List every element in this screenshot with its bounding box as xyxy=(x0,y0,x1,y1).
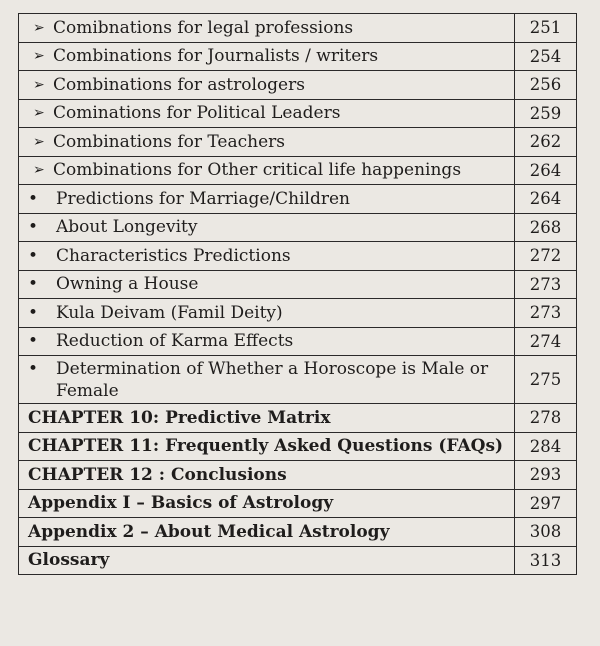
toc-row xyxy=(19,299,577,328)
bullet-icon: • xyxy=(28,217,39,238)
toc-row xyxy=(19,156,577,185)
bullet-icon: • xyxy=(28,331,39,352)
toc-entry xyxy=(19,185,515,214)
toc-title: Characteristics Predictions xyxy=(56,245,291,266)
toc-title: Appendix 2 – About Medical Astrology xyxy=(28,521,390,542)
toc-entry xyxy=(19,14,515,43)
toc-entry xyxy=(19,546,515,575)
toc-row xyxy=(19,356,577,404)
toc-page-number: 262 xyxy=(515,128,577,157)
toc-page-number: 278 xyxy=(515,404,577,433)
toc-entry xyxy=(19,128,515,157)
toc-title: Appendix I – Basics of Astrology xyxy=(28,493,334,514)
toc-title: Comibnations for legal professions xyxy=(53,17,354,38)
toc-page-number: 293 xyxy=(515,461,577,490)
toc-title: Combinations for Journalists / writers xyxy=(53,46,379,67)
toc-row xyxy=(19,489,577,518)
toc-row xyxy=(19,432,577,461)
toc-page-number: 251 xyxy=(515,14,577,43)
table-of-contents xyxy=(18,13,577,575)
toc-row xyxy=(19,42,577,71)
toc-page-number: 308 xyxy=(515,518,577,547)
toc-title: Predictions for Marriage/Children xyxy=(56,188,350,209)
toc-row xyxy=(19,128,577,157)
toc-title: Owning a House xyxy=(56,274,199,295)
toc-page-number: 254 xyxy=(515,42,577,71)
bullet-icon: • xyxy=(28,188,39,209)
toc-title: Combinations for astrologers xyxy=(53,74,305,95)
toc-page-number: 273 xyxy=(515,270,577,299)
toc-title: CHAPTER 11: Frequently Asked Questions (FAQs) xyxy=(28,436,504,457)
bullet-icon: • xyxy=(28,245,39,266)
toc-row xyxy=(19,404,577,433)
toc-title: Combinations for Teachers xyxy=(53,131,285,152)
toc-entry xyxy=(19,461,515,490)
toc-page-number: 284 xyxy=(515,432,577,461)
toc-page-number: 297 xyxy=(515,489,577,518)
toc-page-number: 273 xyxy=(515,299,577,328)
toc-page-number: 268 xyxy=(515,213,577,242)
toc-row xyxy=(19,71,577,100)
toc-page-number: 259 xyxy=(515,99,577,128)
toc-page-number: 264 xyxy=(515,185,577,214)
toc-row xyxy=(19,242,577,271)
toc-page-number: 264 xyxy=(515,156,577,185)
toc-row xyxy=(19,546,577,575)
arrow-bullet-icon: ➢ xyxy=(33,105,45,122)
arrow-bullet-icon: ➢ xyxy=(33,133,45,150)
toc-title: CHAPTER 10: Predictive Matrix xyxy=(28,407,331,428)
toc-entry xyxy=(19,242,515,271)
toc-title: Cominations for Political Leaders xyxy=(53,103,341,124)
arrow-bullet-icon: ➢ xyxy=(33,162,45,179)
toc-row xyxy=(19,327,577,356)
toc-entry xyxy=(19,432,515,461)
toc-row xyxy=(19,518,577,547)
toc-entry xyxy=(19,42,515,71)
toc-row xyxy=(19,461,577,490)
toc-entry xyxy=(19,156,515,185)
arrow-bullet-icon: ➢ xyxy=(33,76,45,93)
toc-title: Determination of Whether a Horoscope is Male or Female xyxy=(56,358,489,401)
arrow-bullet-icon: ➢ xyxy=(33,48,45,65)
toc-row xyxy=(19,99,577,128)
toc-page-number: 275 xyxy=(515,356,577,404)
toc-title: About Longevity xyxy=(56,217,198,238)
toc-entry xyxy=(19,270,515,299)
toc-entry xyxy=(19,404,515,433)
bullet-icon: • xyxy=(28,302,39,323)
arrow-bullet-icon: ➢ xyxy=(33,19,45,36)
toc-page-number: 313 xyxy=(515,546,577,575)
toc-row xyxy=(19,14,577,43)
toc-entry xyxy=(19,518,515,547)
toc-entry xyxy=(19,71,515,100)
toc-page-number: 272 xyxy=(515,242,577,271)
toc-title: CHAPTER 12 : Conclusions xyxy=(28,464,287,485)
toc-row xyxy=(19,270,577,299)
toc-title: Kula Deivam (Famil Deity) xyxy=(56,302,283,323)
toc-title: Glossary xyxy=(28,550,110,571)
toc-entry xyxy=(19,327,515,356)
toc-entry xyxy=(19,489,515,518)
toc-entry xyxy=(19,213,515,242)
bullet-icon: • xyxy=(28,358,39,379)
bullet-icon: • xyxy=(28,274,39,295)
toc-page-number: 256 xyxy=(515,71,577,100)
toc-row xyxy=(19,213,577,242)
toc-title: Reduction of Karma Effects xyxy=(56,331,294,352)
toc-row xyxy=(19,185,577,214)
toc-page-number: 274 xyxy=(515,327,577,356)
toc-entry xyxy=(19,299,515,328)
toc-entry xyxy=(19,99,515,128)
toc-entry xyxy=(19,356,515,404)
toc-title: Combinations for Other critical life happenings xyxy=(53,160,462,181)
